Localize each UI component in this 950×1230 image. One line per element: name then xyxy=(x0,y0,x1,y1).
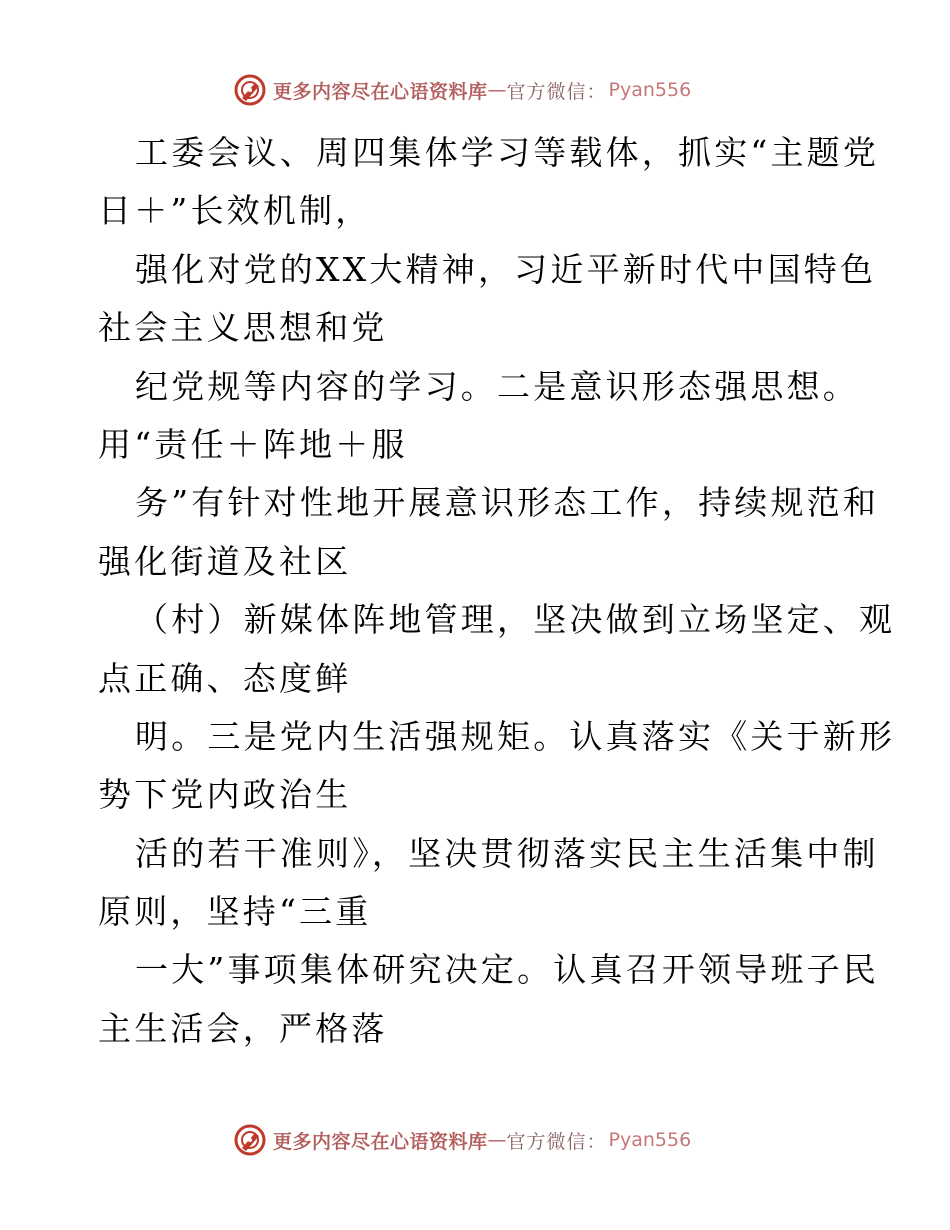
text-line: 强化街道及社区 xyxy=(98,541,352,581)
text-line: 主生活会，严格落 xyxy=(98,1008,388,1048)
banner-wechat-label: 官方微信： xyxy=(506,80,607,103)
header-banner xyxy=(233,72,691,108)
pen-nib-circle-icon xyxy=(233,1123,267,1157)
text-line: 点正确、态度鲜 xyxy=(98,658,352,698)
banner-wechat-label: 官方微信： xyxy=(506,1130,607,1153)
document-body xyxy=(98,124,896,1058)
banner-dash: — xyxy=(487,79,507,101)
banner-dash: — xyxy=(487,1129,507,1151)
text-line: 原则，坚持“三重 xyxy=(98,892,372,932)
banner-title: 更多内容尽在心语资料库 xyxy=(273,80,488,103)
text-line: 工委会议、周四集体学习等载体，抓实“主题党 xyxy=(135,133,880,172)
banner-wechat-id: Pyan556 xyxy=(608,1129,692,1151)
footer-banner xyxy=(233,1122,691,1158)
text-line: （村）新媒体阵地管理，坚决做到立场坚定、观 xyxy=(135,600,896,640)
text-line: 纪党规等内容的学习。二是意识形态强思想。 xyxy=(135,366,859,406)
banner-title: 更多内容尽在心语资料库 xyxy=(273,1130,488,1153)
text-line: 务”有针对性地开展意识形态工作，持续规范和 xyxy=(135,483,880,523)
banner-wechat-id: Pyan556 xyxy=(608,79,692,101)
text-line: 明。三是党内生活强规矩。认真落实《关于新形 xyxy=(135,716,896,756)
pen-nib-circle-icon xyxy=(233,73,267,107)
text-line: 势下党内政治生 xyxy=(98,775,352,815)
text-line: 一大”事项集体研究决定。认真召开领导班子民 xyxy=(135,950,880,990)
text-line: 活的若干准则》，坚决贯彻落实民主生活集中制 xyxy=(135,833,879,873)
text-line: 日＋”长效机制， xyxy=(98,191,372,231)
text-line: 强化对党的XX大精神，习近平新时代中国特色 xyxy=(135,249,877,289)
text-line: 社会主义思想和党 xyxy=(98,308,388,348)
text-line: 用“责任＋阵地＋服 xyxy=(98,424,408,464)
